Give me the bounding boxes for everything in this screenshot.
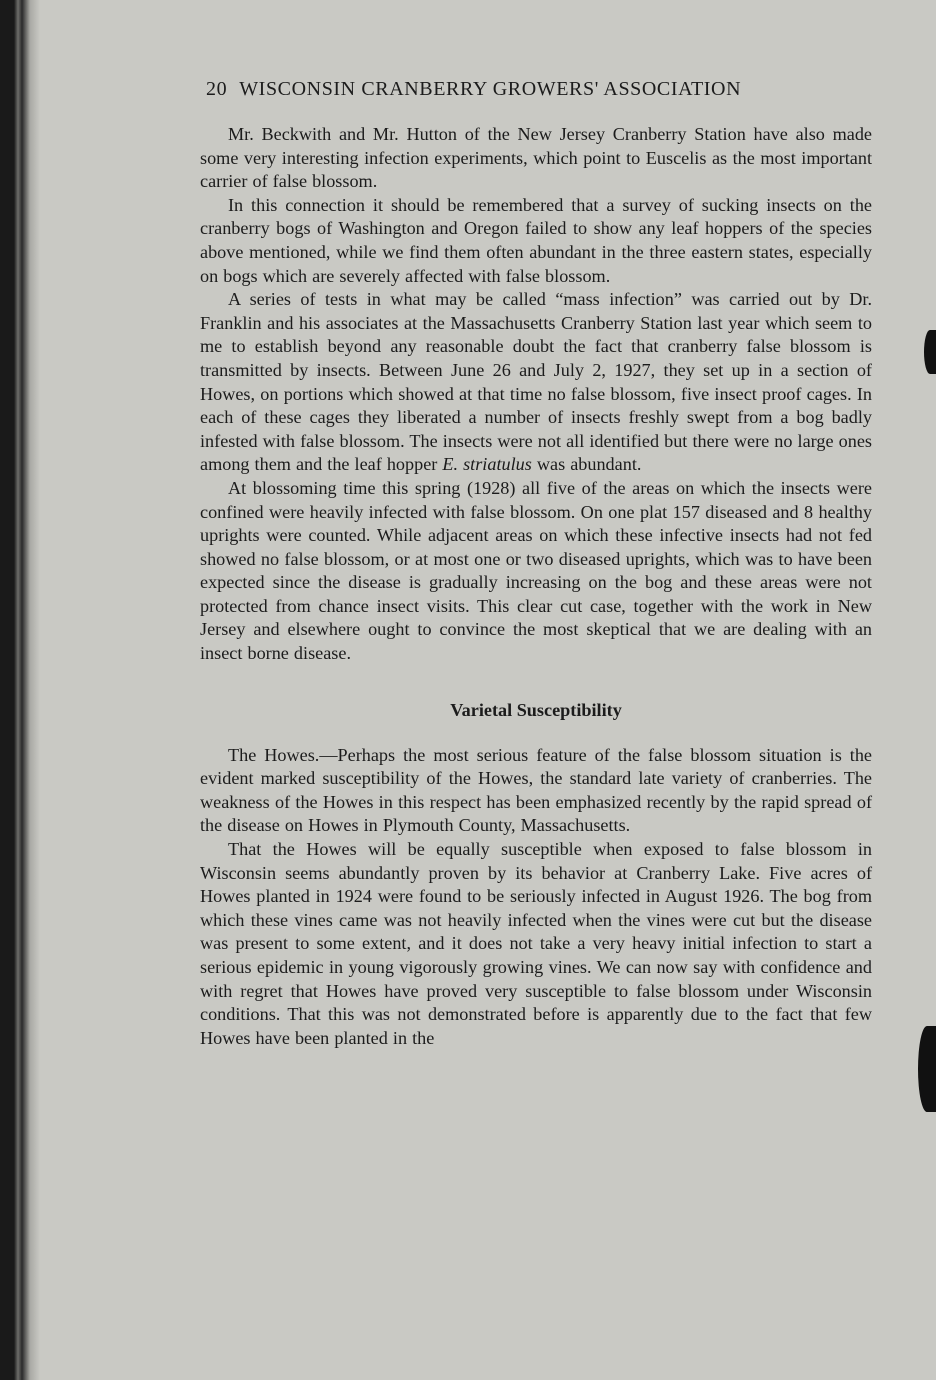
paragraph: In this connection it should be remembered that a survey of sucking insects on the cranberry bogs of Washington and Oregon failed to show any leaf hoppers of the species above mentioned, while we find them often abundant in the three eastern states, especially on bogs which are severely affected with false blossom. [200, 194, 872, 286]
running-title: WISCONSIN CRANBERRY GROWERS' ASSOCIATION [239, 78, 742, 100]
page-edge-mark [918, 1026, 936, 1112]
text-span: was abundant. [531, 454, 642, 475]
running-header [206, 78, 872, 101]
page-edge-mark [924, 330, 936, 374]
paragraph: That the Howes will be equally susceptible when exposed to false blossom in Wisconsin seems abundantly proven by its behavior at Cranberry Lake. Five acres of Howes planted in 1924 were found to be seriously infected in August 1926. The bog from which these vines came was not heavily infected when the vines were cut but the disease was present to some extent, and it does not take a very heavy initial infection to start a serious epidemic in young vigorously growing vines. We can now say with confidence and with regret that Howes have proved very susceptible to false blossom under Wisconsin conditions. That this was not demonstrated before is apparently due to the fact that few Howes have been planted in the [200, 839, 872, 1048]
paragraph: The Howes.—Perhaps the most serious feature of the false blossom situation is the evident marked susceptibility of the Howes, the standard late variety of cranberries. The weakness of the Howes in this respect has been emphasized recently by the rapid spread of the disease on Howes in Plymouth County, Massachusetts. [200, 744, 872, 836]
page-number: 20 [206, 78, 228, 100]
paragraph-mass-infection [200, 288, 872, 477]
book-spine-shadow [0, 0, 40, 1380]
document-page [200, 78, 872, 1050]
paragraph: Mr. Beckwith and Mr. Hutton of the New Jersey Cranberry Station have also made some very interesting infection experiments, which point to Euscelis as the most important carrier of false blossom. [200, 124, 872, 192]
paragraph: At blossoming time this spring (1928) all five of the areas on which the insects were confined were heavily infected with false blossom. On one plat 157 diseased and 8 healthy uprights were counted. While adjacent areas on which these infective insects had not fed showed no false blossom, or at most one or two diseased uprights, which was to have been expected since the disease is gradually increasing on the bog and these areas were not protected from chance insect visits. This clear cut case, together with the work in New Jersey and elsewhere ought to convince the most skeptical that we are dealing with an insect borne disease. [200, 477, 872, 664]
section-heading: Varietal Susceptibility [450, 699, 622, 720]
species-name: E. striatulus [442, 454, 532, 475]
text-span: A series of tests in what may be called “mass infection” was carried out by Dr. Franklin and his associates at the Massachusetts Cranberry Station last year which seem to me to establish beyond any reasonable doubt the fact that cranberry false blossom is transmitted by insects. Between June 26 and July 2, 1927, they set up in a section of Howes, on portions which showed at that time no false blossom, five insect proof cages. In each of these cages they liberated a number of insects freshly swept from a bog badly infested with false blossom. The insects were not all identified but there were no large ones among them and the leaf hopper [200, 289, 872, 475]
